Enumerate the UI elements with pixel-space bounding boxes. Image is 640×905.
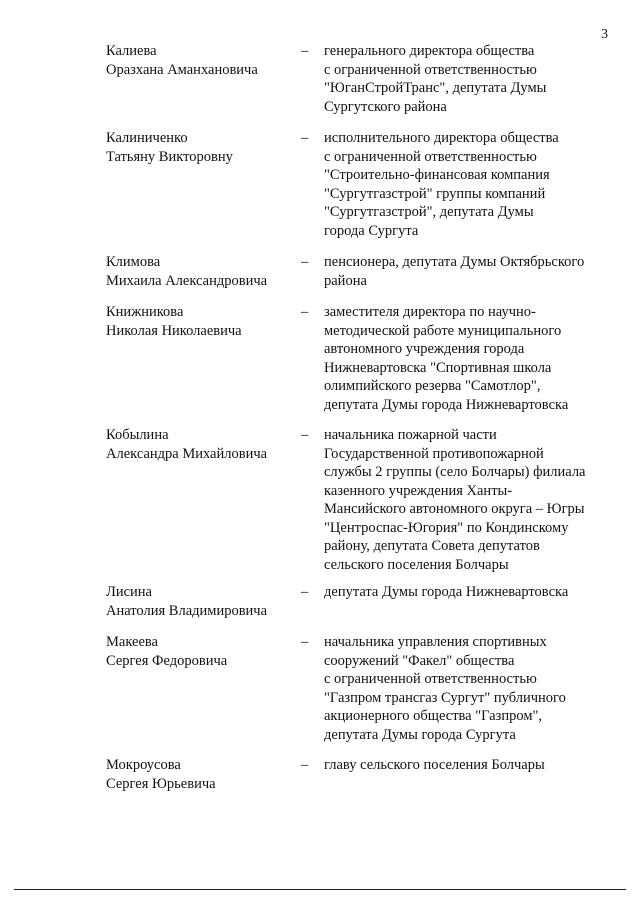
surname: Макеева: [106, 634, 158, 650]
description-line: Мансийского автономного округа – Югры: [324, 501, 585, 517]
given-names: Анатолия Владимировича: [106, 602, 268, 619]
surname: Климова: [106, 254, 161, 270]
description-line: начальника управления спортивных: [324, 634, 547, 650]
surname: Калиева: [106, 43, 157, 59]
description-line: сооружений "Факел" общества: [324, 652, 515, 669]
dash-separator: –: [301, 584, 309, 600]
person-name: [106, 253, 296, 290]
description-line: Государственной противопожарной: [324, 445, 544, 462]
surname: Калиниченко: [106, 130, 188, 146]
description-line: "Центроспас-Югория" по Кондинскому: [324, 519, 569, 536]
given-names: Татьяну Викторовну: [106, 148, 233, 165]
description-line: "Газпром трансгаз Сургут" публичного: [324, 689, 566, 706]
description-line: сельского поселения Болчары: [324, 556, 509, 573]
dash-separator: –: [301, 427, 309, 443]
description-line: "Сургутгазстрой", депутата Думы: [324, 204, 534, 220]
description-line: депутата Думы города Нижневартовска: [324, 584, 569, 600]
surname: Книжникова: [106, 304, 184, 320]
given-names: Оразхана Аманхановича: [106, 61, 258, 78]
position-description: [324, 633, 614, 744]
position-description: [324, 129, 614, 240]
description-line: Сургутского района: [324, 98, 447, 115]
surname: Кобылина: [106, 427, 169, 443]
dash-separator: –: [301, 130, 309, 146]
description-line: с ограниченной ответственностью: [324, 61, 537, 78]
description-line: "ЮганСтройТранс", депутата Думы: [324, 80, 547, 96]
person-name: [106, 426, 296, 463]
dash-separator: –: [301, 254, 309, 270]
person-name: [106, 303, 296, 340]
person-name: [106, 42, 296, 79]
position-description: [324, 426, 614, 574]
description-line: с ограниченной ответственностью: [324, 671, 537, 687]
description-line: с ограниченной ответственностью: [324, 148, 537, 165]
description-line: депутата Думы города Сургута: [324, 726, 516, 743]
person-name: [106, 583, 296, 620]
description-line: района: [324, 272, 367, 289]
description-line: пенсионера, депутата Думы Октябрьского: [324, 254, 585, 270]
description-line: району, депутата Совета депутатов: [324, 538, 540, 554]
given-names: Александра Михайловича: [106, 445, 268, 462]
dash-separator: –: [301, 757, 309, 773]
description-line: заместителя директора по научно-: [324, 304, 536, 320]
position-description: [324, 756, 614, 775]
description-line: автономного учреждения города: [324, 341, 525, 357]
position-description: [324, 253, 614, 290]
description-line: депутата Думы города Нижневартовска: [324, 396, 569, 413]
given-names: Сергея Юрьевича: [106, 775, 216, 792]
dash-separator: –: [301, 43, 309, 59]
given-names: Николая Николаевича: [106, 322, 242, 339]
description-line: начальника пожарной части: [324, 427, 497, 443]
person-name: [106, 633, 296, 670]
description-line: исполнительного директора общества: [324, 130, 559, 146]
description-line: службы 2 группы (село Болчары) филиала: [324, 464, 586, 480]
description-line: акционерного общества "Газпром",: [324, 708, 543, 724]
description-line: "Строительно-финансовая компания: [324, 167, 550, 183]
given-names: Сергея Федоровича: [106, 652, 228, 669]
description-line: казенного учреждения Ханты-: [324, 482, 513, 499]
person-name: [106, 129, 296, 166]
description-line: Нижневартовска "Спортивная школа: [324, 359, 552, 376]
description-line: города Сургута: [324, 222, 419, 239]
position-description: [324, 583, 614, 602]
dash-separator: –: [301, 634, 309, 650]
position-description: [324, 303, 614, 414]
person-name: [106, 756, 296, 793]
footer-divider: [14, 889, 626, 890]
dash-separator: –: [301, 304, 309, 320]
page-number: 3: [601, 27, 608, 42]
description-line: "Сургутгазстрой" группы компаний: [324, 185, 546, 202]
description-line: генерального директора общества: [324, 43, 535, 59]
description-line: олимпийского резерва "Самотлор",: [324, 378, 541, 394]
given-names: Михаила Александровича: [106, 272, 268, 289]
surname: Лисина: [106, 584, 152, 600]
description-line: главу сельского поселения Болчары: [324, 757, 545, 773]
position-description: [324, 42, 614, 116]
surname: Мокроусова: [106, 757, 181, 773]
description-line: методической работе муниципального: [324, 322, 562, 339]
